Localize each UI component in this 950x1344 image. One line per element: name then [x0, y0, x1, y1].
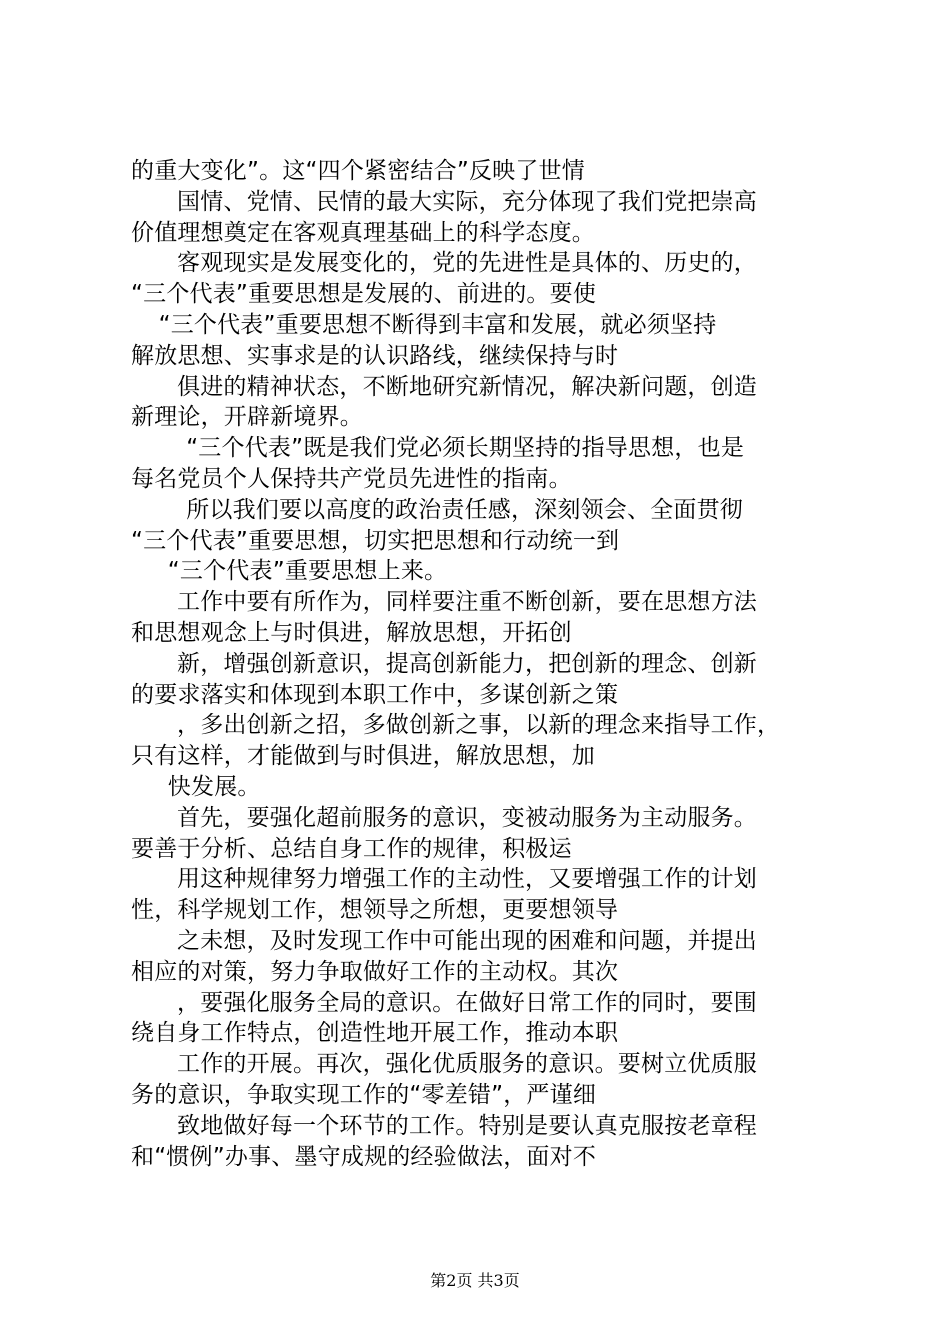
- text-line: “三个代表”既是我们党必须长期坚持的指导思想，也是: [186, 435, 745, 462]
- text-line: 价值理想奠定在客观真理基础上的科学态度。: [131, 219, 595, 246]
- text-line: “三个代表”重要思想不断得到丰富和发展，就必须坚持: [158, 311, 717, 338]
- text-line: 首先，要强化超前服务的意识，变被动服务为主动服务。: [177, 804, 757, 831]
- text-line: 的重大变化”。这“四个紧密结合”反映了世情: [131, 158, 585, 184]
- text-line: “三个代表”重要思想上来。: [167, 558, 448, 585]
- text-line: 俱进的精神状态，不断地研究新情况，解决新问题，创造: [177, 373, 757, 400]
- document-body: [131, 156, 841, 1172]
- text-line: 务的意识，争取实现工作的“零差错”，严谨细: [131, 1081, 597, 1108]
- text-line: 绕自身工作特点，创造性地开展工作，推动本职: [131, 1020, 619, 1047]
- text-line: 致地做好每一个环节的工作。特别是要认真克服按老章程: [177, 1112, 757, 1139]
- page-footer: 第2页 共3页: [430, 1271, 520, 1290]
- text-line: 工作的开展。再次，强化优质服务的意识。要树立优质服: [177, 1051, 757, 1078]
- text-line: 的要求落实和体现到本职工作中，多谋创新之策: [131, 681, 619, 708]
- text-line: 每名党员个人保持共产党员先进性的指南。: [131, 465, 572, 492]
- text-line: 新理论，开辟新境界。: [131, 404, 363, 431]
- text-line: 只有这样，才能做到与时俱进，解放思想，加: [131, 743, 595, 770]
- text-line: 性，科学规划工作，想领导之所想，更要想领导: [131, 897, 619, 924]
- text-line: 解放思想、实事求是的认识路线，继续保持与时: [131, 342, 619, 369]
- text-line: 和“惯例”办事、墨守成规的经验做法，面对不: [131, 1143, 597, 1170]
- text-line: 用这种规律努力增强工作的主动性，又要增强工作的计划: [177, 866, 757, 893]
- text-line: 客观现实是发展变化的，党的先进性是具体的、历史的，: [177, 250, 757, 277]
- text-line: ，多出创新之招，多做创新之事，以新的理念来指导工作，: [177, 712, 781, 739]
- text-line: “三个代表”重要思想，切实把思想和行动统一到: [131, 527, 620, 554]
- text-line: 要善于分析、总结自身工作的规律，积极运: [131, 835, 572, 862]
- text-line: 和思想观念上与时俱进，解放思想，开拓创: [131, 619, 572, 646]
- text-line: 之未想，及时发现工作中可能出现的困难和问题，并提出: [177, 927, 757, 954]
- text-line: 快发展。: [167, 773, 261, 800]
- text-line: 所以我们要以高度的政治责任感，深刻领会、全面贯彻: [186, 496, 743, 523]
- text-line: “三个代表”重要思想是发展的、前进的。要使: [131, 281, 597, 308]
- text-line: 国情、党情、民情的最大实际，充分体现了我们党把崇高: [177, 188, 757, 215]
- text-line: ，要强化服务全局的意识。在做好日常工作的同时，要围: [177, 989, 757, 1016]
- text-line: 工作中要有所作为，同样要注重不断创新，要在思想方法: [177, 589, 757, 616]
- text-line: 新，增强创新意识，提高创新能力，把创新的理念、创新: [177, 650, 757, 677]
- text-line: 相应的对策，努力争取做好工作的主动权。其次: [131, 958, 619, 985]
